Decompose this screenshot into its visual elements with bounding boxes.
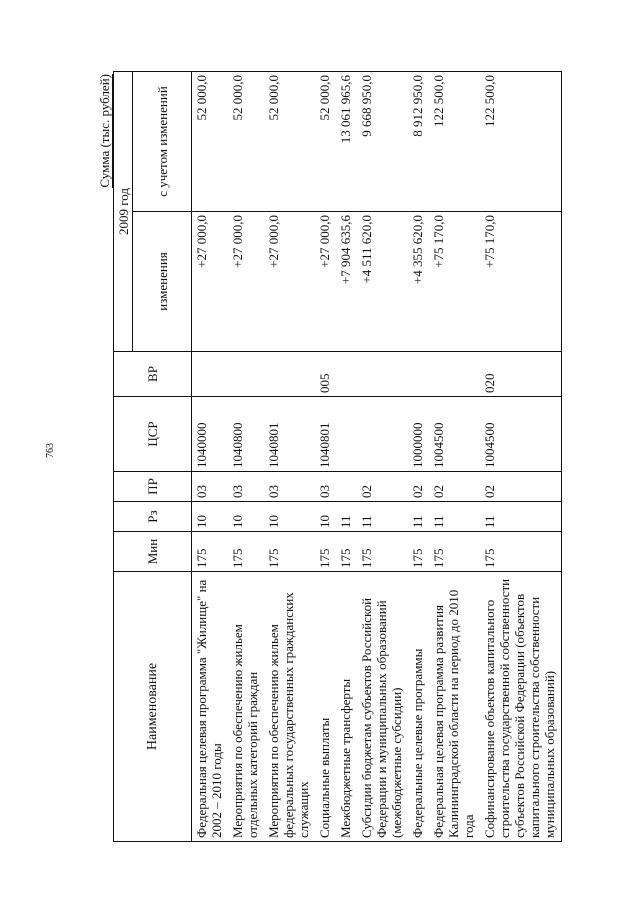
table-row [228,72,264,842]
row-total: 52 000,0 [192,72,229,212]
row-vr [408,352,429,397]
row-change: +75 170,0 [480,212,562,352]
row-vr [228,352,264,397]
row-pr: 03 [315,472,336,502]
row-rz: 10 [228,502,264,532]
row-pr: 02 [408,472,429,502]
row-pr: 03 [192,472,229,502]
row-change: +27 000,0 [228,212,264,352]
row-total: 52 000,0 [264,72,315,212]
table-row [192,72,229,842]
row-pr: 02 [429,472,480,502]
row-csr: 1040800 [228,397,264,472]
header-year: 2009 год [114,72,133,352]
row-change: +27 000,0 [192,212,229,352]
row-name: Федеральная целевая программа "Жилище" на 2002 – 2010 годы [192,572,229,842]
row-min: 175 [429,532,480,572]
rotated-page [95,72,555,842]
header-change: изменения [133,212,192,352]
header-vr: ВР [114,352,192,397]
units-caption-text: Сумма (тыс. рублей) [97,74,112,188]
row-min: 175 [336,532,357,572]
row-change: +4 511 620,0 [357,212,408,352]
row-pr: 03 [228,472,264,502]
row-name: Социальные выплаты [315,572,336,842]
row-min: 175 [192,532,229,572]
row-name: Мероприятия по обеспечению жильем отдельных категорий граждан [228,572,264,842]
row-vr: 020 [480,352,562,397]
row-change: +75 170,0 [429,212,480,352]
table-row [315,72,336,842]
row-change: +7 904 635,6 [336,212,357,352]
table-row [429,72,480,842]
header-name: Наименование [114,572,192,842]
row-rz: 10 [264,502,315,532]
row-pr: 03 [264,472,315,502]
page-number-text: 763 [44,442,56,458]
row-csr: 1040000 [192,397,229,472]
row-vr [429,352,480,397]
row-rz: 11 [357,502,408,532]
row-name: Федеральная целевая программа развития Калининградской области на период до 2010 года [429,572,480,842]
row-min: 175 [228,532,264,572]
table-row [336,72,357,842]
row-change: +27 000,0 [315,212,336,352]
row-pr: 02 [480,472,562,502]
row-name: Софинансирование объектов капитального строительства государственной собственности субъектов Российской Федерации (объектов капитального строительства собственности муниципальных образований) [480,572,562,842]
row-total: 52 000,0 [315,72,336,212]
header-rz: Рз [114,502,192,532]
row-csr: 1004500 [429,397,480,472]
row-total: 8 912 950,0 [408,72,429,212]
row-csr: 1004500 [480,397,562,472]
header-min: Мин [114,532,192,572]
row-vr [192,352,229,397]
row-min: 175 [315,532,336,572]
row-pr: 02 [357,472,408,502]
row-min: 175 [480,532,562,572]
row-csr [336,397,357,472]
row-name: Межбюджетные трансферты [336,572,357,842]
row-min: 175 [357,532,408,572]
row-total: 122 500,0 [480,72,562,212]
row-name: Мероприятия по обеспечению жильем федеральных государственных гражданских служащих [264,572,315,842]
row-rz: 11 [408,502,429,532]
row-csr: 1040801 [315,397,336,472]
row-total: 52 000,0 [228,72,264,212]
row-pr [336,472,357,502]
header-with-change: с учетом изменений [133,72,192,212]
row-vr [264,352,315,397]
row-total: 13 061 965,6 [336,72,357,212]
row-rz: 11 [480,502,562,532]
row-csr [357,397,408,472]
header-csr: ЦСР [114,397,192,472]
table-row [357,72,408,842]
table-row [408,72,429,842]
header-row-top [114,72,133,842]
row-change: +4 355 620,0 [408,212,429,352]
row-rz: 11 [429,502,480,532]
row-rz: 10 [192,502,229,532]
page-number [40,436,60,464]
row-name: Федеральные целевые программы [408,572,429,842]
row-rz: 10 [315,502,336,532]
row-min: 175 [408,532,429,572]
row-min: 175 [264,532,315,572]
row-csr: 1040801 [264,397,315,472]
row-vr: 005 [315,352,336,397]
units-caption [97,74,113,188]
row-total: 122 500,0 [429,72,480,212]
row-rz: 11 [336,502,357,532]
row-total: 9 668 950,0 [357,72,408,212]
row-vr [336,352,357,397]
row-csr: 1000000 [408,397,429,472]
table-row [264,72,315,842]
row-vr [357,352,408,397]
row-name: Субсидии бюджетам субъектов Российской Федерации и муниципальных образований (межбюджетные субсидии) [357,572,408,842]
budget-table [113,71,562,842]
table-row [480,72,562,842]
row-change: +27 000,0 [264,212,315,352]
header-pr: ПР [114,472,192,502]
